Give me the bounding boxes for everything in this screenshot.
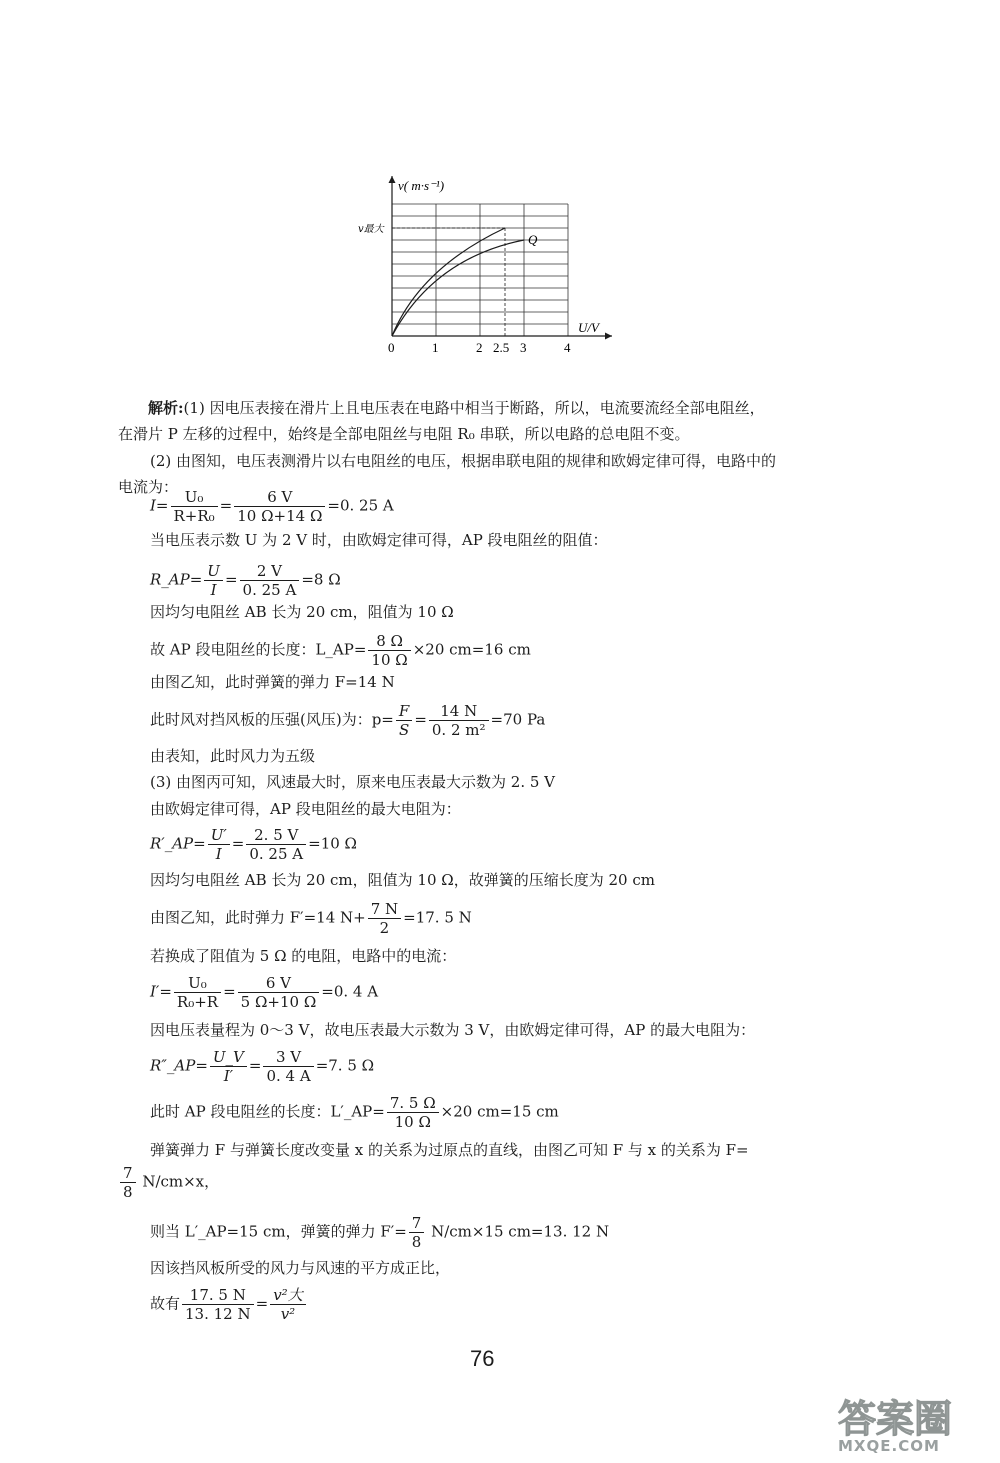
equation-spring-constant: $\frac{7}{8}$ N/cm×x， — [118, 1164, 219, 1201]
analysis-heading: 解析: — [148, 399, 184, 417]
x-tick-2-5: 2.5 — [493, 340, 510, 355]
text-ab-length: 因均匀电阻丝 AB 长为 20 cm，阻值为 10 Ω — [150, 603, 454, 621]
x-tick-3: 3 — [520, 340, 527, 355]
x-tick-0: 0 — [388, 340, 395, 355]
analysis-p2-line2: 电流为： — [118, 478, 179, 496]
equation-lap-prime: 此时 AP 段电阻丝的长度：L′_AP= $\frac{7. 5 \Omega}{10 \Omega}$ ×20 cm=15 cm — [150, 1094, 559, 1131]
velocity-voltage-graph — [350, 168, 620, 358]
vmax-label: v最大 — [358, 224, 384, 235]
text-part3: (3) 由图丙可知，风速最大时，原来电压表最大示数为 2. 5 V — [150, 773, 556, 791]
text-wind-level: 由表知，此时风力为五级 — [150, 747, 316, 765]
text-spring-force: 由图乙知，此时弹簧的弹力 F=14 N — [150, 673, 395, 691]
text-voltmeter-range: 因电压表量程为 0～3 V，故电压表最大示数为 3 V，由欧姆定律可得，AP 的最大电阻为： — [150, 1021, 756, 1039]
x-tick-2: 2 — [476, 340, 483, 355]
page-number: 76 — [470, 1346, 495, 1371]
equation-ratio: 故有 $\frac{17. 5 N}{13. 12 N}$ = $\frac{\text{v²大}}{\text{v²}}$ — [150, 1286, 308, 1323]
x-tick-1: 1 — [432, 340, 439, 355]
equation-force-prime: 由图乙知，此时弹力 F′=14 N+ $\frac{7 N}{2}$ =17. 5 N — [150, 900, 472, 937]
equation-rap: R_AP= $\frac{U}{I}$ = $\frac{2 V}{0. 25 A}$ =8 Ω — [150, 562, 341, 599]
equation-current-prime: I′= $\frac{\text{U₀}}{\text{R₀+R}}$ = $\frac{6 V}{5 \Omega+10 \Omega}$ =0. 4 A — [150, 974, 379, 1011]
x-axis-label: U/V — [578, 320, 599, 335]
equation-lap: 故 AP 段电阻丝的长度：L_AP= $\frac{8 \Omega}{10 \Omega}$ ×20 cm=16 cm — [150, 632, 531, 669]
watermark-url: MXQE.COM — [838, 1437, 940, 1455]
text-compression: 因均匀电阻丝 AB 长为 20 cm，阻值为 10 Ω，故弹簧的压缩长度为 20 cm — [150, 871, 655, 889]
analysis-p1-line2: 在滑片 P 左移的过程中，始终是全部电阻丝与电阻 R₀ 串联，所以电路的总电阻不变。 — [118, 425, 690, 443]
equation-rap-double-prime: R″_AP= $\frac{U\_V}{I'}$ = $\frac{3 V}{0. 4 A}$ =7. 5 Ω — [150, 1048, 375, 1085]
text-max-resistance: 由欧姆定律可得，AP 段电阻丝的最大电阻为： — [150, 800, 461, 818]
analysis-p1-line1: 解析:(1) 因电压表接在滑片上且电压表在电路中相当于断路，所以，电流要流经全部电阻丝， — [148, 399, 765, 417]
text-proportional: 因该挡风板所受的风力与风速的平方成正比， — [150, 1259, 451, 1277]
text-voltage-2v: 当电压表示数 U 为 2 V 时，由欧姆定律可得，AP 段电阻丝的阻值： — [150, 531, 608, 549]
y-axis-label: v( m·s⁻¹) — [398, 178, 445, 193]
text-replace-resistor: 若换成了阻值为 5 Ω 的电阻，电路中的电流： — [150, 947, 457, 965]
curve-upper — [392, 228, 505, 336]
text-spring-relation: 弹簧弹力 F 与弹簧长度改变量 x 的关系为过原点的直线，由图乙可知 F 与 x 的关系为 F= — [150, 1141, 749, 1159]
equation-force-15cm: 则当 L′_AP=15 cm，弹簧的弹力 F′= $\frac{7}{8}$ N/cm×15 cm=13. 12 N — [150, 1214, 610, 1251]
grid — [392, 204, 568, 336]
x-tick-4: 4 — [564, 340, 571, 355]
equation-rap-max: R′_AP= $\frac{U'}{I}$ = $\frac{2. 5 V}{0. 25 A}$ =10 Ω — [150, 826, 357, 863]
curve-label-q: Q — [528, 232, 538, 247]
watermark-logo-text: 答案圈 — [838, 1397, 953, 1441]
equation-pressure: 此时风对挡风板的压强(风压)为：p= $\frac{F}{S}$ = $\frac{14 N}{\text{0. 2 m²}}$ =70 Pa — [150, 702, 546, 739]
equation-current: I= $\frac{\text{U₀}}{\text{R+R₀}}$ = $\frac{6 V}{10 \Omega+14 \Omega}$ =0. 25 A — [150, 488, 394, 525]
analysis-p2-line1: (2) 由图知，电压表测滑片以右电阻丝的电压，根据串联电阻的规律和欧姆定律可得，电路中的 — [150, 452, 777, 470]
